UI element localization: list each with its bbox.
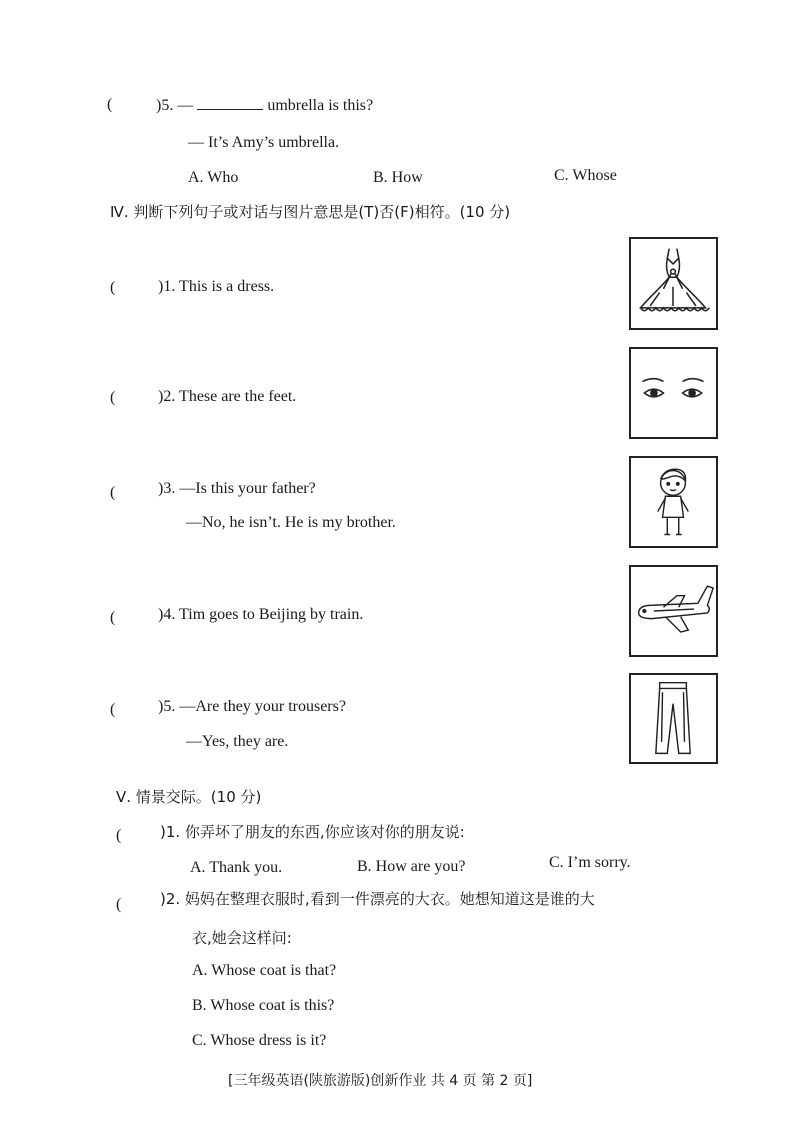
s5-2-stem-line1: )2. 妈妈在整理衣服时,看到一件漂亮的大衣。她想知道这是谁的大 — [160, 890, 595, 908]
q3-5-question — [156, 95, 373, 116]
section5-heading: Ⅴ. 情景交际。(10 分) — [116, 788, 262, 806]
q3-5-option-c: C. Whose — [554, 167, 617, 184]
section4-heading: Ⅳ. 判断下列句子或对话与图片意思是(T)否(F)相符。(10 分) — [110, 203, 511, 221]
eyes-icon — [631, 349, 716, 437]
s4-5-line2: —Yes, they are. — [186, 733, 289, 750]
s4-3-line2: —No, he isn’t. He is my brother. — [186, 514, 396, 531]
s4-4-text: )4. Tim goes to Beijing by train. — [158, 606, 364, 623]
s4-4-paren: ( — [110, 609, 116, 626]
q3-5-suffix: umbrella is this? — [267, 97, 374, 114]
q3-5-paren: ( — [107, 96, 113, 113]
airplane-picture — [629, 565, 718, 657]
q3-5-option-b: B. How — [373, 169, 423, 186]
s4-1-paren: ( — [110, 279, 116, 296]
trousers-icon — [631, 675, 716, 762]
trousers-picture — [629, 673, 718, 764]
page-footer: [三年级英语(陕旅游版)创新作业 共 4 页 第 2 页] — [228, 1073, 533, 1089]
s5-2-paren: ( — [116, 896, 122, 913]
s5-2-option-a: A. Whose coat is that? — [192, 962, 337, 979]
s5-2-option-c: C. Whose dress is it? — [192, 1032, 327, 1049]
boy-icon — [631, 458, 716, 546]
dress-picture — [629, 237, 718, 330]
answer-blank — [197, 95, 263, 110]
q3-5-prefix: )5. — — [156, 97, 194, 114]
s4-3-line1: )3. —Is this your father? — [158, 480, 316, 497]
s4-3-paren: ( — [110, 484, 116, 501]
s5-2-stem-line2: 衣,她会这样问: — [192, 929, 292, 947]
s4-5-paren: ( — [110, 701, 116, 718]
s5-1-option-c: C. I’m sorry. — [549, 854, 631, 871]
s5-2-option-b: B. Whose coat is this? — [192, 997, 335, 1014]
s5-1-option-b: B. How are you? — [357, 858, 466, 875]
q3-5-answer: — It’s Amy’s umbrella. — [188, 134, 340, 151]
s5-1-option-a: A. Thank you. — [190, 859, 283, 876]
dress-icon — [631, 239, 716, 328]
s4-1-text: )1. This is a dress. — [158, 278, 275, 295]
s4-2-text: )2. These are the feet. — [158, 388, 297, 405]
eyes-picture — [629, 347, 718, 439]
q3-5-option-a: A. Who — [188, 169, 239, 186]
s5-1-stem: )1. 你弄坏了朋友的东西,你应该对你的朋友说: — [160, 823, 465, 841]
s4-2-paren: ( — [110, 389, 116, 406]
airplane-icon — [631, 567, 716, 655]
boy-picture — [629, 456, 718, 548]
s5-1-paren: ( — [116, 827, 122, 844]
s4-5-line1: )5. —Are they your trousers? — [158, 698, 346, 715]
